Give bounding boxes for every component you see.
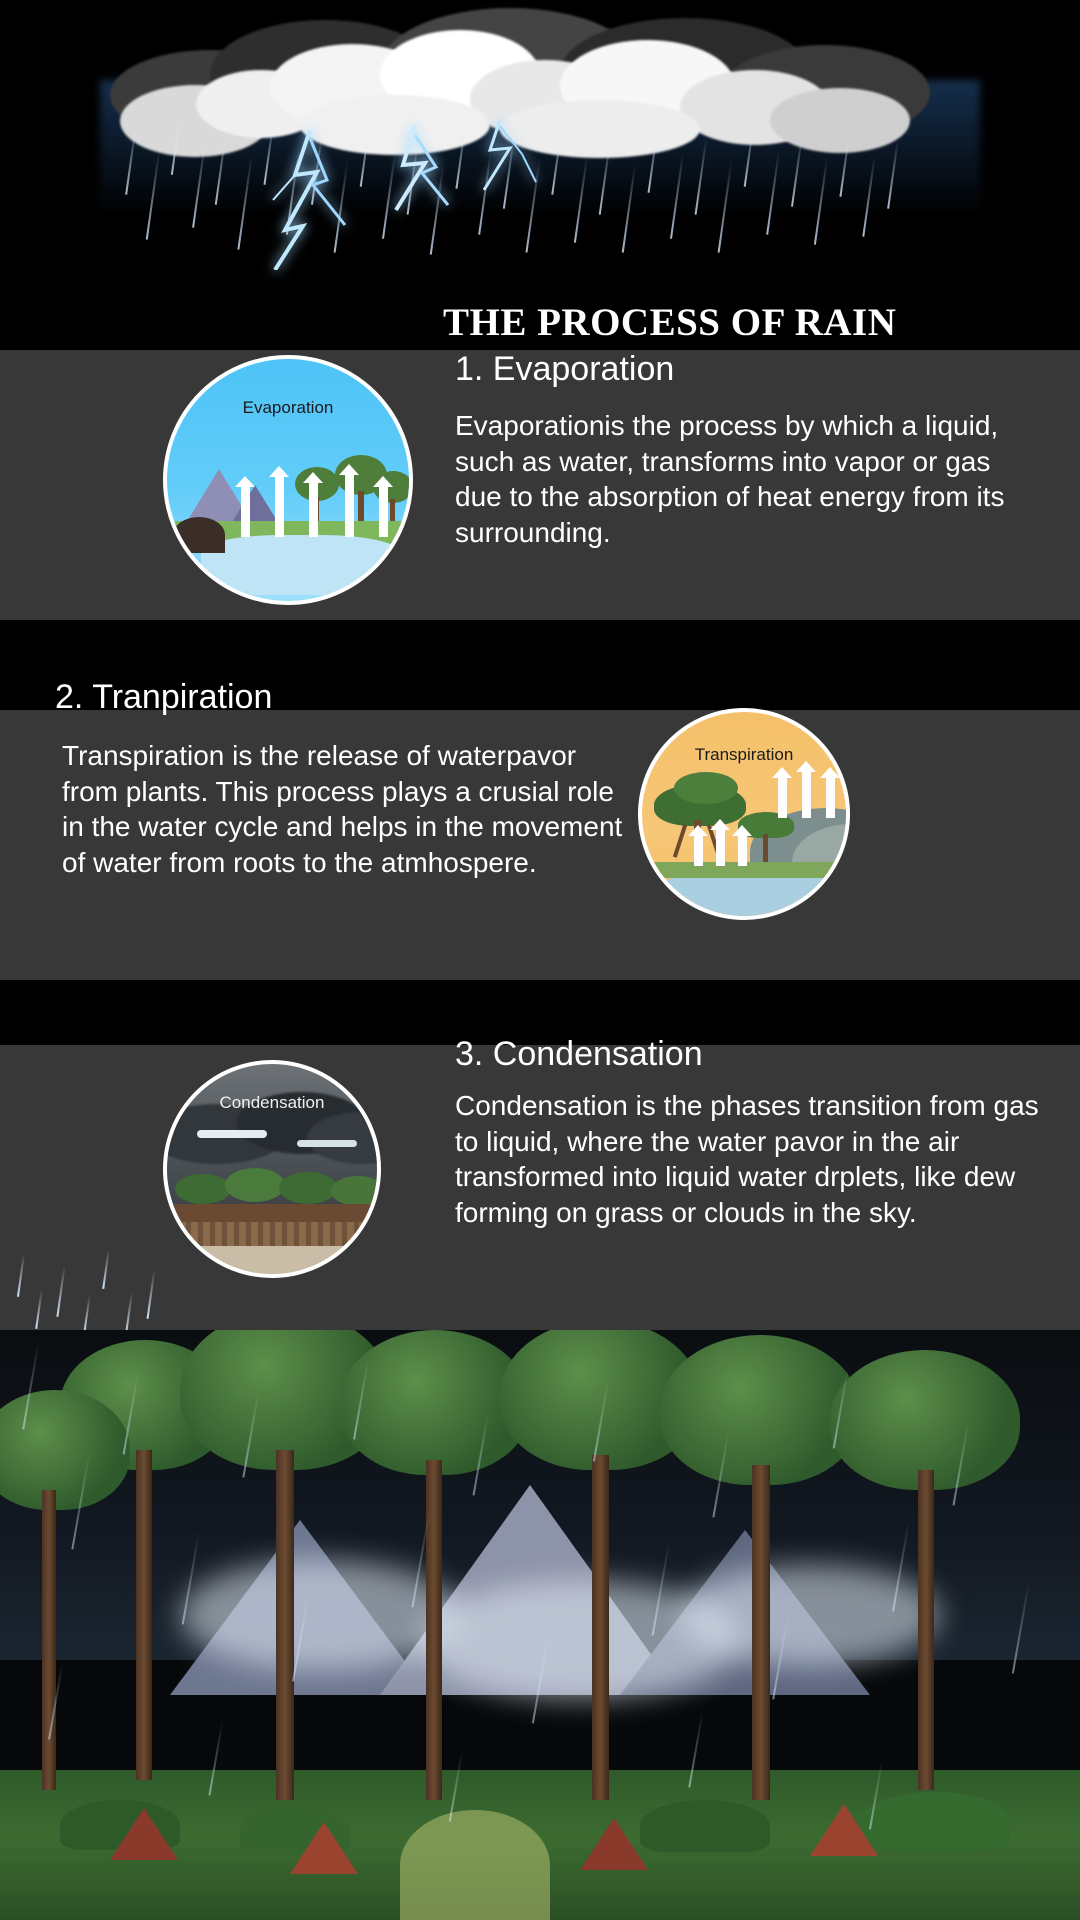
tree-canopy bbox=[175, 1174, 231, 1204]
section-1-heading: 1. Evaporation bbox=[455, 350, 675, 388]
water-body bbox=[201, 535, 401, 595]
vapor-arrow-icon bbox=[826, 776, 835, 818]
evaporation-illustration bbox=[163, 355, 413, 605]
tree-trunk bbox=[390, 499, 395, 523]
transpiration-caption: Transpiration bbox=[694, 744, 794, 764]
section-2-body: Transpiration is the release of waterpavor from plants. This process plays a crusial role in the water cycle and helps in the movement of water from roots to the atmhospere. bbox=[62, 740, 623, 878]
vapor-arrow-icon bbox=[309, 481, 318, 537]
tree-trunk bbox=[358, 491, 364, 521]
section-3-body: Condensation is the phases transition from gas to liquid, where the water pavor in the air transformed into liquid water drplets, like dew forming on grass or clouds in the sky. bbox=[455, 1090, 1039, 1228]
tree-canopy bbox=[674, 772, 738, 804]
page-title: THE PROCESS OF RAIN bbox=[443, 301, 897, 344]
tree-canopy bbox=[225, 1168, 285, 1202]
vapor-arrow-icon bbox=[778, 776, 787, 818]
panel-rain-streaks bbox=[0, 1245, 1080, 1340]
tree-canopy bbox=[279, 1172, 337, 1204]
cloud-wisp bbox=[297, 1140, 357, 1147]
rainy-forest-illustration bbox=[0, 1330, 1080, 1920]
vapor-arrow-icon bbox=[738, 834, 747, 866]
forest-rain-streaks bbox=[0, 1330, 1080, 1920]
transpiration-illustration bbox=[638, 708, 850, 920]
tree-canopy bbox=[331, 1176, 381, 1206]
condensation-caption: Condensation bbox=[219, 1093, 325, 1113]
lightning-icon bbox=[255, 130, 375, 270]
evaporation-caption: Evaporation bbox=[242, 397, 334, 417]
ground-sand bbox=[167, 1246, 381, 1278]
cloud-wisp bbox=[197, 1130, 267, 1138]
condensation-illustration bbox=[163, 1060, 381, 1278]
rock-shape bbox=[173, 517, 225, 553]
vapor-arrow-icon bbox=[694, 834, 703, 866]
vapor-arrow-icon bbox=[802, 770, 811, 818]
section-1-body: Evaporationis the process by which a liquid, such as water, transforms into vapor or gas due to the absorption of heat energy from its surrounding. bbox=[455, 410, 1005, 548]
lightning-icon bbox=[470, 120, 560, 200]
vapor-arrow-icon bbox=[379, 485, 388, 537]
vapor-arrow-icon bbox=[716, 828, 725, 866]
lightning-icon bbox=[370, 125, 480, 235]
vapor-arrow-icon bbox=[345, 473, 354, 537]
vapor-arrow-icon bbox=[241, 485, 250, 537]
fence bbox=[167, 1204, 381, 1222]
boardwalk bbox=[167, 1222, 381, 1246]
section-2-heading: 2. Tranpiration bbox=[55, 678, 273, 716]
tree-branch bbox=[673, 824, 687, 858]
section-3-heading: 3. Condensation bbox=[455, 1035, 703, 1073]
vapor-arrow-icon bbox=[275, 475, 284, 537]
